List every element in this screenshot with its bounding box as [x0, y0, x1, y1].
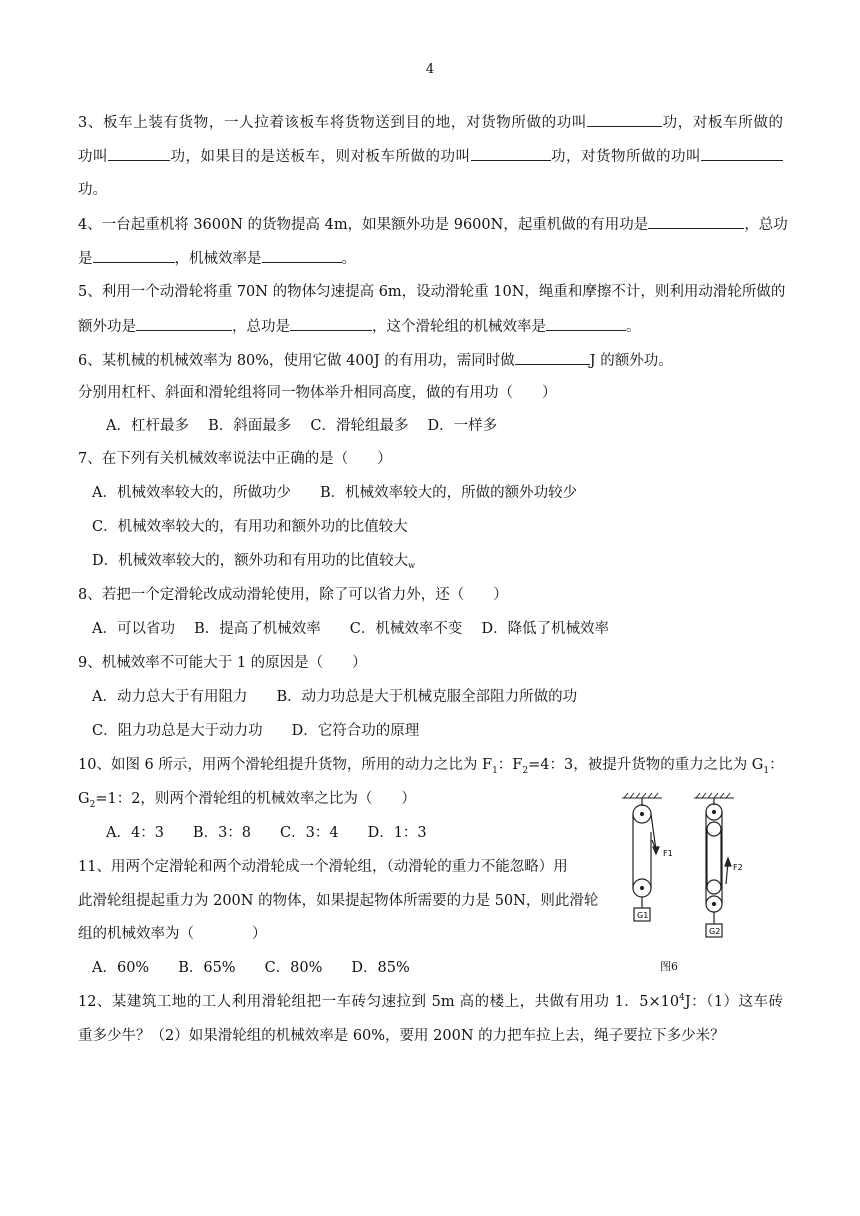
q3-line-2: 功叫 功，如果目的是送板车，则对板车所做的功叫 功，对货物所做的功叫 — [78, 146, 783, 167]
q11-options: A．60% B．65% C．80% D．85% — [92, 960, 410, 976]
q9-option-ab: A．动力总大于有用阻力 B．动力功总是大于机械克服全部阻力所做的功 — [92, 689, 578, 705]
answer-blank[interactable] — [136, 316, 232, 331]
q6-line-2: 分别用杠杆、斜面和滑轮组将同一物体举升相同高度，做的有用功（ ） — [78, 385, 557, 401]
q7-option-c: C．机械效率较大的，有用功和额外功的比值较大 — [92, 519, 408, 535]
q11-line-1: 11、用两个定滑轮和两个动滑轮成一个滑轮组，（动滑轮的重力不能忽略）用 — [78, 859, 568, 875]
q5-line-1: 5、利用一个动滑轮将重 70N 的物体匀速提高 6m，设动滑轮重 10N，绳重和摩擦不计，则利用动滑轮所做的 — [78, 284, 786, 300]
q10-line-1: 10、如图 6 所示，用两个滑轮组提升货物，所用的动力之比为 $F_1$：$F_2=4$：3，被提升货物的重力之比为 $G_1$： — [78, 757, 784, 776]
q4-line-2: 是 ，机械效率是 。 — [78, 248, 356, 269]
q12-line-1: 12、某建筑工地的工人利用滑轮组把一车砖匀速拉到 5m 高的楼上，共做有用功 1．$5\times 10^4J$：（1）这车砖 — [78, 993, 783, 1010]
answer-blank[interactable] — [290, 316, 372, 331]
pulley-system-left — [633, 798, 659, 921]
answer-blank[interactable] — [262, 248, 342, 263]
q12-line-2: 重多少牛？（2）如果滑轮组的机械效率是 60%，要用 200N 的力把车拉上去，绳子要拉下多少米？ — [78, 1028, 725, 1044]
answer-blank[interactable] — [108, 146, 170, 161]
q3-line-3: 功。 — [78, 182, 107, 198]
answer-blank[interactable] — [546, 316, 626, 331]
q7-stem: 7、在下列有关机械效率说法中正确的是（ ） — [78, 451, 392, 467]
answer-blank[interactable] — [648, 214, 744, 229]
q6-options: A．杠杆最多 B．斜面最多 C．滑轮组最多 D．一样多 — [106, 418, 498, 434]
pulley-figure — [612, 792, 762, 977]
ceiling-right — [694, 793, 734, 798]
q3-line-1: 3、板车上装有货物，一人拉着该板车将货物送到目的地，对货物所做的功叫 功，对板车所做的 — [78, 112, 783, 133]
q8-options: A．可以省功 B．提高了机械效率 C．机械效率不变 D．降低了机械效率 — [92, 621, 610, 637]
answer-blank[interactable] — [587, 112, 662, 127]
ceiling-left — [622, 793, 662, 798]
label-g2: G2 — [709, 927, 721, 936]
q9-stem: 9、机械效率不可能大于 1 的原因是（ ） — [78, 655, 367, 671]
q5-line-2: 额外功是 ，总功是 ，这个滑轮组的机械效率是 。 — [78, 316, 641, 337]
answer-blank[interactable] — [515, 350, 590, 365]
q10-line-2: $G_2=1$：2，则两个滑轮组的机械效率之比为（ ） — [78, 791, 416, 810]
q10-options: A．4：3 B．3：8 C．3：4 D．1：3 — [106, 825, 427, 841]
q7-option-ab: A．机械效率较大的，所做功少 B．机械效率较大的，所做的额外功较少 — [92, 485, 578, 501]
label-g1: G1 — [637, 911, 649, 920]
label-f1: F1 — [663, 849, 673, 858]
label-f2: F2 — [733, 863, 743, 872]
page-number: 4 — [425, 62, 435, 77]
q6-line-1: 6、某机械的机械效率为 80%，使用它做 400J 的有用功，需同时做 J 的额外功。 — [78, 350, 673, 371]
answer-blank[interactable] — [93, 248, 175, 263]
answer-blank[interactable] — [471, 146, 551, 161]
q11-line-2: 此滑轮组提起重力为 200N 的物体，如果提起物体所需要的力是 50N，则此滑轮 — [78, 893, 599, 909]
q7-option-d: D．机械效率较大的，额外功和有用功的比值较大$_w$ — [92, 553, 415, 570]
q9-option-cd: C．阻力功总是大于动力功 D．它符合功的原理 — [92, 723, 420, 739]
q8-stem: 8、若把一个定滑轮改成动滑轮使用，除了可以省力外，还（ ） — [78, 587, 508, 603]
pulley-system-right — [706, 798, 731, 937]
answer-blank[interactable] — [701, 146, 783, 161]
figure-caption: 图6 — [660, 960, 678, 973]
q11-line-3: 组的机械效率为（ ） — [78, 926, 267, 942]
q4-line-1: 4、一台起重机将 3600N 的货物提高 4m，如果额外功是 9600N，起重机做的有用功是 ，总功 — [78, 214, 783, 235]
